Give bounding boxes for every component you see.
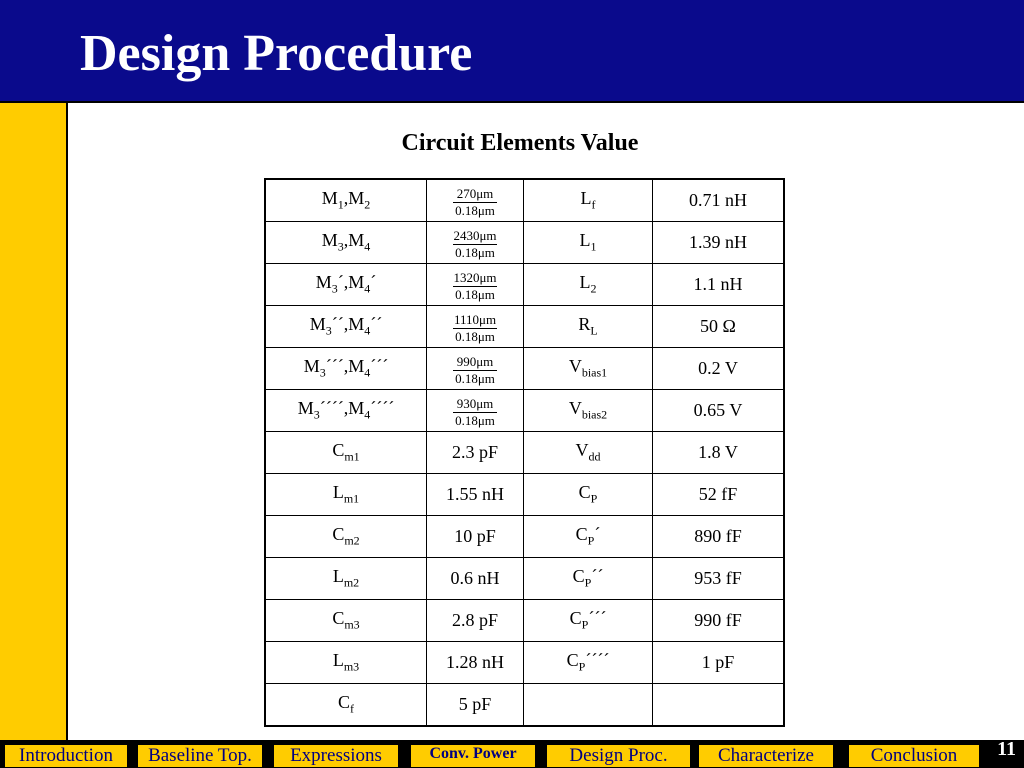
subscript: dd: [588, 449, 601, 464]
fraction-numerator: 2430μm: [453, 227, 497, 243]
subscript: m3: [344, 617, 360, 632]
fraction-numerator: 1320μm: [453, 269, 497, 285]
table-cell: [427, 179, 524, 222]
table-row: [265, 432, 784, 474]
table-cell: 52 fF: [653, 474, 785, 516]
subscript: m2: [343, 575, 360, 590]
nav-tab-characterize[interactable]: Characterize: [698, 744, 834, 768]
subscript: P: [584, 575, 592, 590]
subscript: L: [590, 323, 598, 338]
fraction-denominator: 0.18μm: [455, 370, 495, 386]
table-cell: $C_P´$: [524, 516, 653, 558]
table-cell: $C_P´´´$: [524, 600, 653, 642]
table-cell: $C_P´´´´$: [524, 642, 653, 684]
subscript: bias1: [581, 365, 608, 380]
nav-tab-design-proc[interactable]: Design Proc.: [546, 744, 691, 768]
table-cell: $C_P´´$: [524, 558, 653, 600]
table-cell: $L_{m2}$: [265, 558, 427, 600]
table-cell: $C_f$: [265, 684, 427, 727]
fraction-denominator: 0.18μm: [455, 202, 495, 218]
table-cell: $V_{bias2}$: [524, 390, 653, 432]
table-row: [265, 600, 784, 642]
fraction-numerator: 1110μm: [453, 311, 497, 327]
table-cell: 1.39 nH: [653, 222, 785, 264]
nav-tab-conv-power[interactable]: Conv. Power: [410, 744, 536, 768]
aspect-ratio-fraction: [451, 228, 498, 260]
table-cell: $C_P$: [524, 474, 653, 516]
subscript: m3: [343, 659, 360, 674]
subscript: P: [578, 659, 586, 674]
table-cell: 953 fF: [653, 558, 785, 600]
table-cell: [427, 222, 524, 264]
page-number: 11: [997, 738, 1016, 760]
table-cell: 10 pF: [427, 516, 524, 558]
table-cell: 1.55 nH: [427, 474, 524, 516]
table-cell: [427, 390, 524, 432]
nav-tab-introduction[interactable]: Introduction: [4, 744, 128, 768]
subscript: 4: [364, 323, 371, 338]
fraction-denominator: 0.18μm: [455, 244, 495, 260]
table-cell: $V_{dd}$: [524, 432, 653, 474]
table-cell: $R_L$: [524, 306, 653, 348]
fraction-numerator: 930μm: [456, 395, 494, 411]
table-cell: $L_1$: [524, 222, 653, 264]
table-row: [265, 642, 784, 684]
table-cell: $M_3´,M_4´$: [265, 264, 427, 306]
table-cell: [524, 684, 653, 727]
aspect-ratio-fraction: [451, 270, 498, 302]
fraction-numerator: 990μm: [456, 353, 494, 369]
subscript: P: [587, 533, 595, 548]
table-cell: 1.28 nH: [427, 642, 524, 684]
table-cell: 1.1 nH: [653, 264, 785, 306]
table-cell: $M_3,M_4$: [265, 222, 427, 264]
table-cell: 2.8 pF: [427, 600, 524, 642]
subscript: m1: [344, 449, 360, 464]
table-cell: [427, 264, 524, 306]
table-cell: 1 pF: [653, 642, 785, 684]
table-row: [265, 306, 784, 348]
subscript: m1: [343, 491, 360, 506]
table-cell: $C_{m1}$: [265, 432, 427, 474]
table-cell: $L_{m1}$: [265, 474, 427, 516]
subscript: 2: [590, 281, 597, 296]
subscript: 4: [364, 365, 371, 380]
subscript: bias2: [581, 407, 608, 422]
table-cell: 1.8 V: [653, 432, 785, 474]
table-cell: 0.71 nH: [653, 179, 785, 222]
subscript: 3: [325, 323, 332, 338]
table-row: [265, 516, 784, 558]
left-accent-bar: [0, 103, 68, 740]
table-cell: 890 fF: [653, 516, 785, 558]
subscript: 1: [337, 197, 344, 212]
slide-title: Design Procedure: [80, 25, 473, 82]
table-cell: 0.6 nH: [427, 558, 524, 600]
table-row: [265, 474, 784, 516]
table-cell: $M_3´´´´,M_4´´´´$: [265, 390, 427, 432]
table-row: [265, 264, 784, 306]
subscript: 4: [364, 239, 371, 254]
table-row: [265, 390, 784, 432]
subscript: 3: [319, 365, 326, 380]
table-cell: $V_{bias1}$: [524, 348, 653, 390]
subscript: m2: [344, 533, 360, 548]
subscript: f: [350, 701, 354, 716]
subscript: 3: [337, 239, 344, 254]
fraction-numerator: 270μm: [456, 185, 494, 201]
table-cell: 5 pF: [427, 684, 524, 727]
nav-tab-conclusion[interactable]: Conclusion: [848, 744, 980, 768]
table-row: [265, 222, 784, 264]
nav-tab-baseline-top[interactable]: Baseline Top.: [137, 744, 263, 768]
aspect-ratio-fraction: [452, 312, 498, 344]
table-cell: $C_{m3}$: [265, 600, 427, 642]
table-cell: $M_1,M_2$: [265, 179, 427, 222]
subscript: 4: [364, 281, 371, 296]
table-cell: 0.65 V: [653, 390, 785, 432]
fraction-denominator: 0.18μm: [455, 412, 495, 428]
table-cell: 50 Ω: [653, 306, 785, 348]
subscript: 1: [590, 239, 597, 254]
subscript: 4: [364, 407, 371, 422]
table-cell: 990 fF: [653, 600, 785, 642]
table-cell: 0.2 V: [653, 348, 785, 390]
table-cell: [427, 306, 524, 348]
table-cell: $L_2$: [524, 264, 653, 306]
subscript: 3: [331, 281, 338, 296]
table-row: [265, 179, 784, 222]
fraction-denominator: 0.18μm: [455, 328, 495, 344]
table-cell: $C_{m2}$: [265, 516, 427, 558]
aspect-ratio-fraction: [453, 396, 497, 428]
aspect-ratio-fraction: [453, 186, 497, 218]
circuit-elements-table: [264, 178, 785, 727]
header-bar: [0, 0, 1024, 103]
fraction-denominator: 0.18μm: [455, 286, 495, 302]
table-row: [265, 558, 784, 600]
table-cell: 2.3 pF: [427, 432, 524, 474]
aspect-ratio-fraction: [453, 354, 497, 386]
table-cell: $M_3´´,M_4´´$: [265, 306, 427, 348]
subscript: 2: [364, 197, 371, 212]
subscript: P: [590, 491, 598, 506]
table-cell: $L_{m3}$: [265, 642, 427, 684]
subscript: 3: [313, 407, 320, 422]
table-cell: [653, 684, 785, 727]
nav-tab-expressions[interactable]: Expressions: [273, 744, 399, 768]
table-cell: [427, 348, 524, 390]
table-cell: $M_3´´´,M_4´´´$: [265, 348, 427, 390]
subscript: P: [581, 617, 589, 632]
subscript: f: [591, 197, 596, 212]
table-row: [265, 684, 784, 727]
table-cell: $L_f$: [524, 179, 653, 222]
table-title: Circuit Elements Value: [401, 130, 639, 156]
table-row: [265, 348, 784, 390]
